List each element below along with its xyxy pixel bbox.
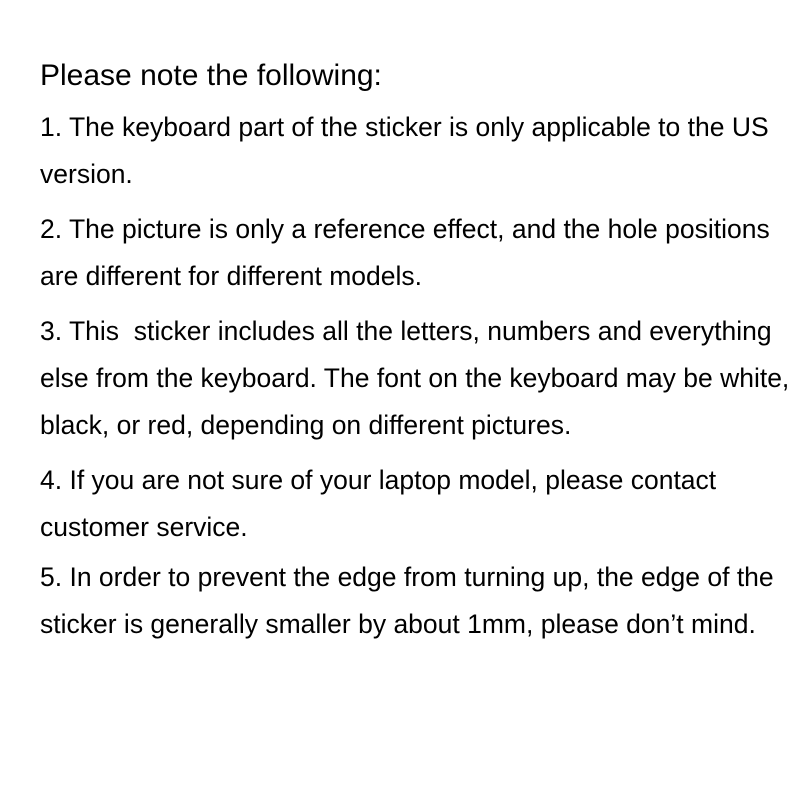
notice-title: Please note the following:	[40, 59, 382, 92]
notice-item-3: 3. This sticker includes all the letters, numbers and everything else from the keyboard. The font on the keyboard may be white, black, or red, depending on different pictures.	[40, 316, 797, 440]
notice-block	[40, 56, 797, 656]
notice-item-4: 4. If you are not sure of your laptop model, please contact customer service.	[40, 465, 724, 542]
notice-item-5: 5. In order to prevent the edge from turning up, the edge of the sticker is generally smaller by about 1mm, please don’t mind.	[40, 562, 782, 639]
notice-item-2: 2. The picture is only a reference effect, and the hole positions are different for different models.	[40, 214, 778, 291]
notice-list	[40, 104, 797, 648]
notice-item-1: 1. The keyboard part of the sticker is only applicable to the US version.	[40, 112, 777, 189]
